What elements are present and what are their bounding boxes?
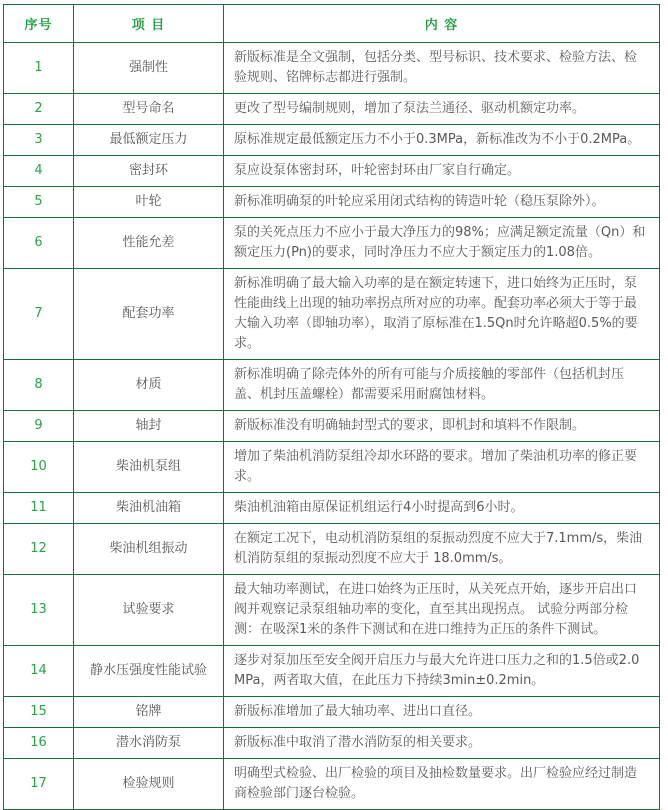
table-row bbox=[4, 360, 660, 411]
table-row bbox=[4, 759, 660, 810]
item-name-cell: 叶轮 bbox=[74, 187, 224, 218]
item-name-cell: 铭牌 bbox=[74, 697, 224, 728]
item-name-cell: 配套功率 bbox=[74, 269, 224, 360]
row-number-cell: 16 bbox=[4, 728, 74, 759]
row-number-cell: 1 bbox=[4, 43, 74, 94]
table-row bbox=[4, 728, 660, 759]
row-number-cell: 13 bbox=[4, 575, 74, 646]
header-cell-no: 序号 bbox=[4, 5, 74, 43]
row-number-cell: 8 bbox=[4, 360, 74, 411]
header-cell-item: 项 目 bbox=[74, 5, 224, 43]
table-row bbox=[4, 697, 660, 728]
row-number-cell: 7 bbox=[4, 269, 74, 360]
table-row bbox=[4, 442, 660, 493]
row-number-cell: 6 bbox=[4, 218, 74, 269]
content-cell: 新版标准增加了最大轴功率、进出口直径。 bbox=[224, 697, 660, 728]
table-row bbox=[4, 269, 660, 360]
standard-comparison-table bbox=[3, 4, 660, 810]
content-cell: 新版标准没有明确轴封型式的要求，即机封和填料不作限制。 bbox=[224, 411, 660, 442]
row-number-cell: 5 bbox=[4, 187, 74, 218]
item-name-cell: 强制性 bbox=[74, 43, 224, 94]
item-name-cell: 型号命名 bbox=[74, 94, 224, 125]
table-row bbox=[4, 575, 660, 646]
item-name-cell: 材质 bbox=[74, 360, 224, 411]
row-number-cell: 11 bbox=[4, 493, 74, 524]
row-number-cell: 10 bbox=[4, 442, 74, 493]
table-row bbox=[4, 218, 660, 269]
item-name-cell: 柴油机组振动 bbox=[74, 524, 224, 575]
table-row bbox=[4, 43, 660, 94]
content-cell: 在额定工况下，电动机消防泵组的泵振动烈度不应大于7.1mm/s，柴油机消防泵组的泵振动烈度不应大于 18.0mm/s。 bbox=[224, 524, 660, 575]
row-number-cell: 14 bbox=[4, 646, 74, 697]
content-cell: 原标准规定最低额定压力不小于0.3MPa，新标准改为不小于0.2MPa。 bbox=[224, 125, 660, 156]
table-row bbox=[4, 156, 660, 187]
content-cell: 新版标准是全文强制，包括分类、型号标识、技术要求、检验方法、检验规则、铭牌标志都进行强制。 bbox=[224, 43, 660, 94]
row-number-cell: 12 bbox=[4, 524, 74, 575]
row-number-cell: 9 bbox=[4, 411, 74, 442]
item-name-cell: 潜水消防泵 bbox=[74, 728, 224, 759]
row-number-cell: 3 bbox=[4, 125, 74, 156]
content-cell: 新标准明确了最大输入功率的是在额定转速下，进口始终为正压时，泵性能曲线上出现的轴功率拐点所对应的功率。配套功率必须大于等于最大输入功率（即轴功率），取消了原标准在1.5Qn时允许略超0.5%的要求。 bbox=[224, 269, 660, 360]
item-name-cell: 最低额定压力 bbox=[74, 125, 224, 156]
content-cell: 更改了型号编制规则，增加了泵法兰通径、驱动机额定功率。 bbox=[224, 94, 660, 125]
content-cell: 柴油机油箱由原保证机组运行4小时提高到6小时。 bbox=[224, 493, 660, 524]
item-name-cell: 试验要求 bbox=[74, 575, 224, 646]
content-cell: 新标准明确泵的叶轮应采用闭式结构的铸造叶轮（稳压泵除外）。 bbox=[224, 187, 660, 218]
item-name-cell: 静水压强度性能试验 bbox=[74, 646, 224, 697]
content-cell: 泵应设泵体密封环，叶轮密封环由厂家自行确定。 bbox=[224, 156, 660, 187]
table-row bbox=[4, 646, 660, 697]
header-cell-content: 内 容 bbox=[224, 5, 660, 43]
content-cell: 增加了柴油机消防泵组冷却水环路的要求。增加了柴油机功率的修正要求。 bbox=[224, 442, 660, 493]
content-cell: 新版标准中取消了潜水消防泵的相关要求。 bbox=[224, 728, 660, 759]
content-cell: 最大轴功率测试，在进口始终为正压时，从关死点开始，逐步开启出口阀并观察记录泵组轴功率的变化，直至其出现拐点。 试验分两部分检测：在吸深1米的条件下测试和在进口维持为正压的条件下测试。 bbox=[224, 575, 660, 646]
item-name-cell: 检验规则 bbox=[74, 759, 224, 810]
row-number-cell: 4 bbox=[4, 156, 74, 187]
item-name-cell: 柴油机泵组 bbox=[74, 442, 224, 493]
table-row bbox=[4, 524, 660, 575]
content-cell: 明确型式检验、出厂检验的项目及抽检数量要求。出厂检验应经过制造商检验部门逐台检验。 bbox=[224, 759, 660, 810]
table-header-row bbox=[4, 5, 660, 43]
table-row bbox=[4, 94, 660, 125]
content-cell: 泵的关死点压力不应小于最大净压力的98%；应满足额定流量（Qn）和额定压力(Pn)的要求，同时净压力不应大于额定压力的1.08倍。 bbox=[224, 218, 660, 269]
table-row bbox=[4, 411, 660, 442]
item-name-cell: 轴封 bbox=[74, 411, 224, 442]
table-row bbox=[4, 493, 660, 524]
row-number-cell: 17 bbox=[4, 759, 74, 810]
content-cell: 新标准明确了除壳体外的所有可能与介质接触的零部件（包括机封压盖、机封压盖螺栓）都需要采用耐腐蚀材料。 bbox=[224, 360, 660, 411]
content-cell: 逐步对泵加压至安全阀开启压力与最大允许进口压力之和的1.5倍或2.0MPa，两者取大值，在此压力下持续3min±0.2min。 bbox=[224, 646, 660, 697]
item-name-cell: 性能允差 bbox=[74, 218, 224, 269]
row-number-cell: 15 bbox=[4, 697, 74, 728]
item-name-cell: 柴油机油箱 bbox=[74, 493, 224, 524]
row-number-cell: 2 bbox=[4, 94, 74, 125]
table-row bbox=[4, 125, 660, 156]
table-row bbox=[4, 187, 660, 218]
item-name-cell: 密封环 bbox=[74, 156, 224, 187]
